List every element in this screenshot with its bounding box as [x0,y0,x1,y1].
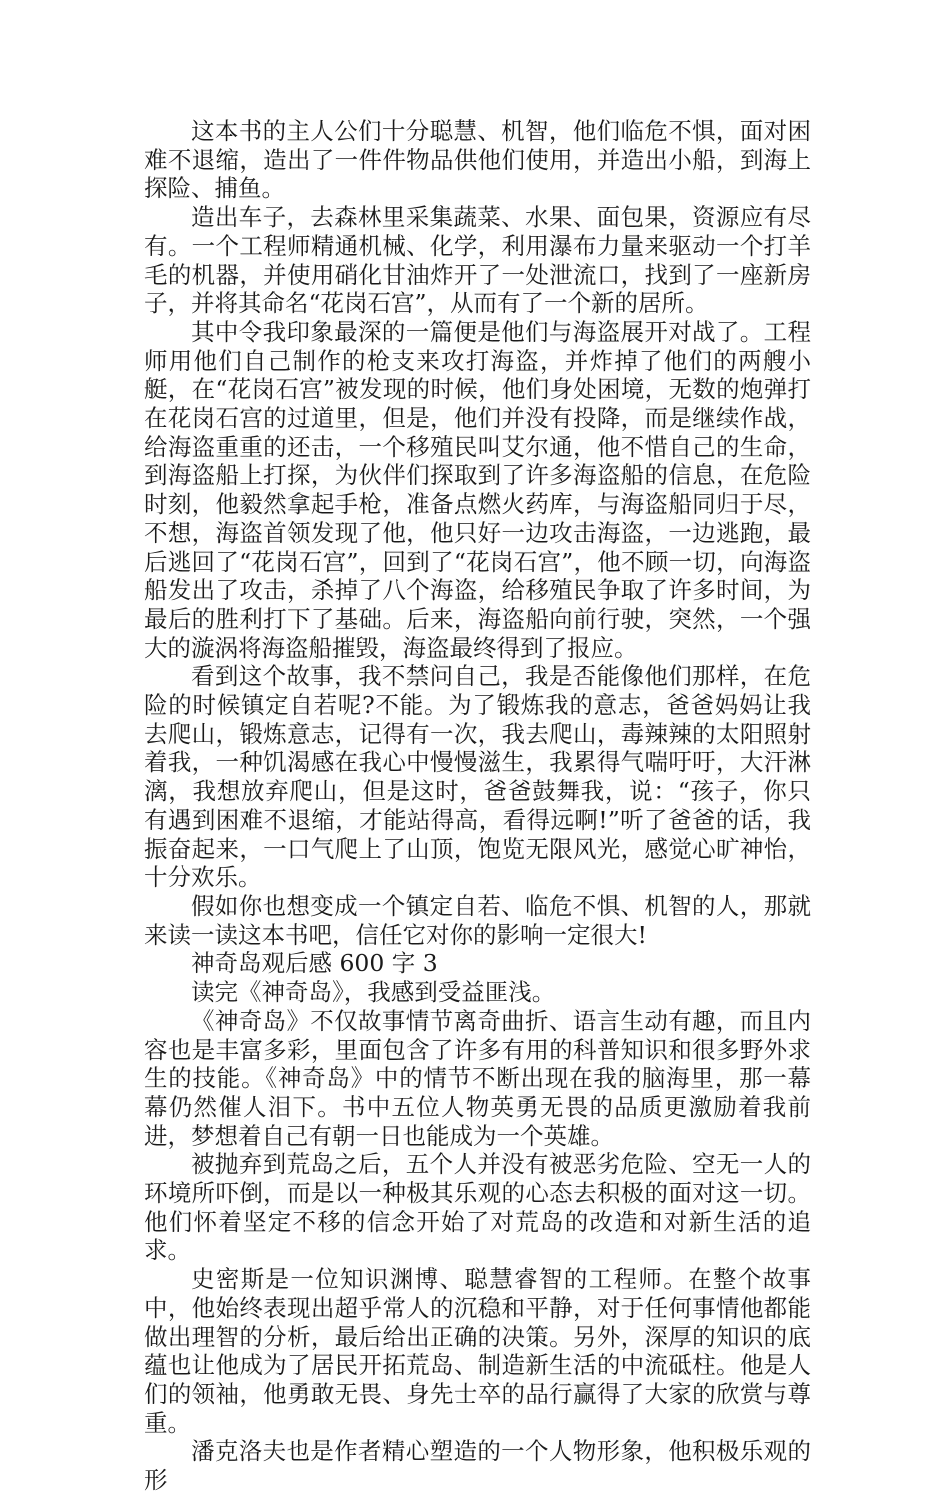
paragraph-recommendation: 假如你也想变成一个镇定自若、临危不惧、机智的人，那就来读一读这本书吧，信任它对你的影响一定很大! [144,891,811,949]
paragraph-car: 造出车子，去森林里采集蔬菜、水果、面包果，资源应有尽有。一个工程师精通机械、化学，利用瀑布力量来驱动一个打羊毛的机器，并使用硝化甘油炸开了一处泄流口，找到了一座新房子，并将其命名“花岗石宫”，从而有了一个新的居所。 [144,203,811,318]
document-body [144,117,811,1495]
paragraph-smith: 史密斯是一位知识渊博、聪慧睿智的工程师。在整个故事中，他始终表现出超乎常人的沉稳和平静，对于任何事情他都能做出理智的分析，最后给出正确的决策。另外，深厚的知识的底蕴也让他成为了居民开拓荒岛、制造新生活的中流砥柱。他是人们的领袖，他勇敢无畏、身先士卒的品行赢得了大家的欣赏与尊重。 [144,1265,811,1437]
paragraph-story: 《神奇岛》不仅故事情节离奇曲折、语言生动有趣，而且内容也是丰富多彩，里面包含了许多有用的科普知识和很多野外求生的技能。《神奇岛》中的情节不断出现在我的脑海里，那一幕幕仍然催人泪下。书中五位人物英勇无畏的品质更激励着我前进，梦想着自己有朝一日也能成为一个英雄。 [144,1006,811,1150]
paragraph-benefit: 读完《神奇岛》，我感到受益匪浅。 [191,978,556,1007]
paragraph-pencroft: 潘克洛夫也是作者精心塑造的一个人物形象，他积极乐观的形 [144,1437,811,1495]
paragraph-island: 被抛弃到荒岛之后，五个人并没有被恶劣危险、空无一人的环境所吓倒，而是以一种极其乐观的心态去积极的面对这一切。他们怀着坚定不移的信念开始了对荒岛的改造和对新生活的追求。 [144,1150,811,1265]
paragraph-intro: 这本书的主人公们十分聪慧、机智，他们临危不惧，面对困难不退缩，造出了一件件物品供他们使用，并造出小船，到海上探险、捕鱼。 [144,117,811,203]
paragraph-pirates: 其中令我印象最深的一篇便是他们与海盗展开对战了。工程师用他们自己制作的枪支来攻打海盗，并炸掉了他们的两艘小艇，在“花岗石宫”被发现的时候，他们身处困境，无数的炮弹打在花岗石宫的过道里，但是，他们并没有投降，而是继续作战，给海盗重重的还击，一个移殖民叫艾尔通，他不惜自己的生命，到海盗船上打探，为伙伴们探取到了许多海盗船的信息，在危险时刻，他毅然拿起手枪，准备点燃火药库，与海盗船同归于尽，不想，海盗首领发现了他，他只好一边攻击海盗，一边逃跑，最后逃回了“花岗石宫”，回到了“花岗石宫”，他不顾一切，向海盗船发出了攻击，杀掉了八个海盗，给移殖民争取了许多时间，为最后的胜利打下了基础。后来，海盗船向前行驶，突然，一个强大的漩涡将海盗船摧毁，海盗最终得到了报应。 [144,317,811,662]
paragraph-reflection: 看到这个故事，我不禁问自己，我是否能像他们那样，在危险的时候镇定自若呢?不能。为了锻炼我的意志，爸爸妈妈让我去爬山，锻炼意志，记得有一次，我去爬山，毒辣辣的太阳照射着我，一种饥渴感在我心中慢慢滋生，我累得气喘吁吁，大汗淋漓，我想放弃爬山，但是这时，爸爸鼓舞我，说：“孩子，你只有遇到困难不退缩，才能站得高，看得远啊!”听了爸爸的话，我振奋起来，一口气爬上了山顶，饱览无限风光，感觉心旷神怡，十分欢乐。 [144,662,811,892]
section-heading: 神奇岛观后感 600 字 3 [191,949,438,978]
